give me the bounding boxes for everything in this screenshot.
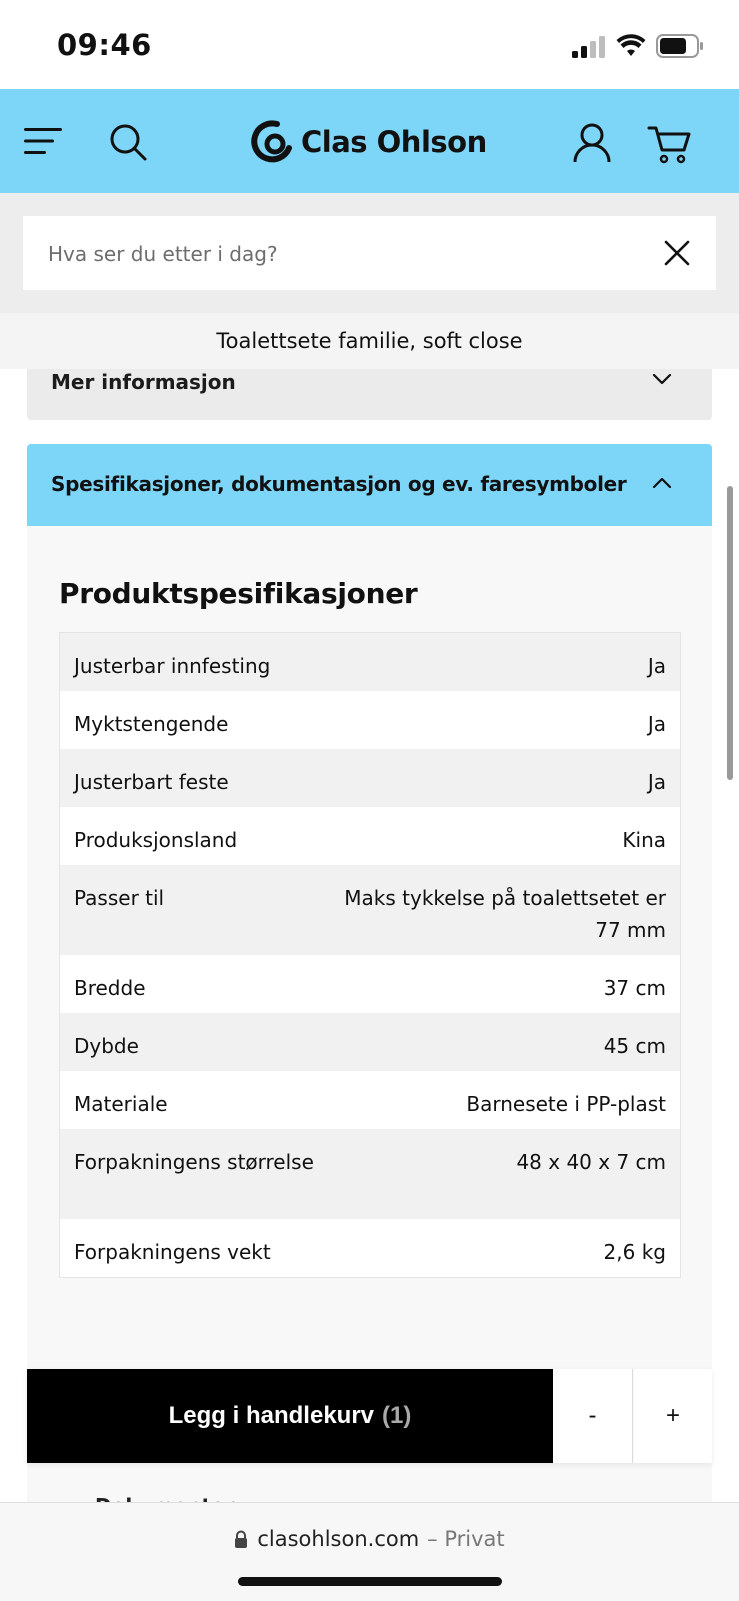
browser-domain: clasohlson.com	[257, 1527, 420, 1551]
cart-quantity: (1)	[382, 1402, 412, 1429]
cellular-signal-icon	[572, 36, 606, 58]
spec-row	[60, 1013, 680, 1071]
spec-row	[60, 807, 680, 865]
spec-value: Maks tykkelse på toalettsetet er 77 mm	[344, 886, 666, 942]
battery-icon	[656, 34, 704, 58]
spec-row	[60, 955, 680, 1013]
spec-key: Forpakningens størrelse	[74, 1150, 314, 1174]
spec-row	[60, 1219, 680, 1277]
close-icon[interactable]	[664, 240, 690, 266]
spec-key: Bredde	[74, 976, 146, 1000]
spec-row	[60, 865, 680, 955]
spec-key: Produksjonsland	[74, 828, 238, 852]
spec-row	[60, 633, 680, 691]
chevron-down-icon	[652, 372, 672, 386]
spec-row	[60, 749, 680, 807]
decrease-quantity-button[interactable]: -	[553, 1369, 633, 1463]
spec-value: Barnesete i PP-plast	[466, 1092, 666, 1116]
accordion-specifications-label: Spesifikasjoner, dokumentasjon og ev. faresymboler	[51, 472, 627, 496]
browser-private-label: – Privat	[427, 1527, 505, 1551]
sticky-product-title: Toalettsete familie, soft close	[0, 313, 739, 369]
spec-row	[60, 691, 680, 749]
add-to-cart-label: Legg i handlekurv	[168, 1402, 375, 1429]
spec-value: Ja	[647, 712, 666, 736]
spec-value: Kina	[622, 828, 666, 852]
wifi-icon	[616, 34, 646, 58]
spec-row	[60, 1129, 680, 1219]
search-input[interactable]	[46, 216, 650, 292]
spec-value: 37 cm	[603, 976, 666, 1000]
brand-logo[interactable]	[255, 116, 485, 168]
spec-key: Dybde	[74, 1034, 139, 1058]
spec-value: Ja	[647, 770, 666, 794]
home-indicator[interactable]	[238, 1577, 502, 1586]
spec-value: 48 x 40 x 7 cm	[516, 1150, 666, 1174]
status-bar	[0, 0, 739, 89]
spec-value: 2,6 kg	[603, 1240, 666, 1264]
chevron-up-icon	[652, 476, 672, 490]
accordion-specifications[interactable]	[27, 444, 712, 526]
hamburger-menu-icon[interactable]	[24, 126, 62, 156]
spec-key: Passer til	[74, 886, 165, 910]
increase-quantity-button[interactable]: +	[634, 1369, 712, 1463]
status-time: 09:46	[57, 28, 152, 62]
account-icon[interactable]	[572, 122, 612, 164]
specifications-title: Produktspesifikasjoner	[59, 577, 418, 610]
accordion-more-info-label: Mer informasjon	[51, 370, 236, 394]
scrollbar[interactable]	[727, 486, 733, 780]
spec-key: Myktstengende	[74, 712, 229, 736]
cart-icon[interactable]	[648, 124, 690, 164]
spec-value: Ja	[647, 654, 666, 678]
search-icon[interactable]	[108, 122, 148, 162]
brand-name: Clas Ohlson	[301, 125, 487, 159]
specifications-table	[59, 632, 681, 1278]
spec-key: Justerbart feste	[74, 770, 229, 794]
spec-value: 45 cm	[603, 1034, 666, 1058]
clas-ohlson-logo-icon	[255, 118, 293, 166]
add-to-cart-button[interactable]	[27, 1369, 553, 1463]
spec-row	[60, 1071, 680, 1129]
spec-key: Forpakningens vekt	[74, 1240, 271, 1264]
spec-key: Materiale	[74, 1092, 168, 1116]
next-section-peek	[95, 1494, 235, 1502]
lock-icon	[234, 1530, 248, 1548]
browser-url[interactable]	[0, 1522, 739, 1556]
spec-key: Justerbar innfesting	[74, 654, 271, 678]
